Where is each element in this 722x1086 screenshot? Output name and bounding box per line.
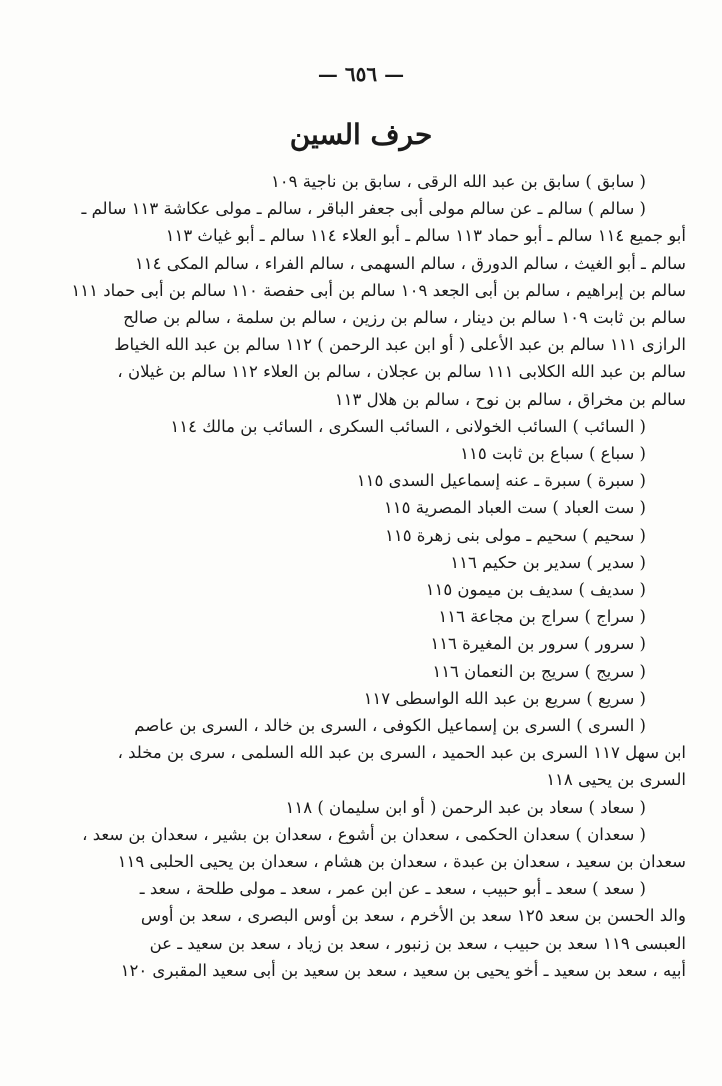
index-entry: [36, 467, 686, 494]
entry-line: ( سرور ) سرور بن المغيرة ١١٦: [430, 634, 646, 654]
entry-line: الرازى ١١١ سالم بن عبد الأعلى ( أو ابن عبد الرحمن ) ١١٢ سالم بن عبد الله الخياط: [114, 335, 686, 355]
entry-line: ( سريع ) سريع بن عبد الله الواسطى ١١٧: [363, 688, 646, 708]
index-entry: [36, 440, 686, 467]
entry-line: ( سالم ) سالم ـ عن سالم مولى أبى جعفر الباقر ، سالم ـ مولى عكاشة ١١٣ سالم ـ: [81, 199, 646, 219]
index-entry: [36, 712, 686, 794]
entry-line: ( سباع ) سباع بن ثابت ١١٥: [460, 444, 646, 464]
entry-line: ( سعد ) سعد ـ أبو حبيب ، سعد ـ عن ابن عمر ، سعد ـ مولى طلحة ، سعد ـ: [139, 879, 646, 899]
entry-line: ( سحيم ) سحيم ـ مولى بنى زهرة ١١٥: [384, 525, 646, 545]
index-entries: [36, 168, 686, 984]
entry-line: ( سابق ) سابق بن عبد الله الرقى ، سابق بن ناجية ١٠٩: [270, 172, 646, 191]
entry-line: العبسى ١١٩ سعد بن حبيب ، سعد بن زنبور ، سعد بن زياد ، سعد بن سعيد ـ عن: [149, 933, 686, 953]
entry-line: سالم بن ثابت ١٠٩ سالم بن دينار ، سالم بن رزين ، سالم بن سلمة ، سالم بن صالح: [123, 308, 686, 328]
index-entry: [36, 875, 686, 984]
page-number: — ٦٥٦ —: [317, 62, 405, 86]
index-entry: [36, 685, 686, 712]
index-entry: [36, 630, 686, 657]
entry-line: السرى بن يحيى ١١٨: [546, 770, 686, 790]
entry-line: ( سديف ) سديف بن ميمون ١١٥: [425, 580, 646, 600]
index-entry: [36, 576, 686, 603]
entry-line: سالم بن عبد الله الكلابى ١١١ سالم بن عجلان ، سالم بن العلاء ١١٢ سالم بن غيلان ،: [117, 362, 686, 382]
index-entry: [36, 603, 686, 630]
index-entry: [36, 549, 686, 576]
entry-line: ( ست العباد ) ست العباد المصرية ١١٥: [383, 498, 646, 518]
entry-line: سالم بن مخراق ، سالم بن نوح ، سالم بن هلال ١١٣: [334, 389, 686, 409]
entry-line: ( سراج ) سراج بن مجاعة ١١٦: [438, 607, 646, 627]
index-entry: [36, 821, 686, 875]
index-entry: [36, 522, 686, 549]
entry-line: ابن سهل ١١٧ السرى بن عبد الحميد ، السرى بن عبد الله السلمى ، سرى بن مخلد ،: [117, 743, 686, 763]
index-entry: [36, 413, 686, 440]
entry-line: ( سبرة ) سبرة ـ عنه إسماعيل السدى ١١٥: [356, 471, 646, 491]
entry-line: سعدان بن سعيد ، سعدان بن عبدة ، سعدان بن هشام ، سعدان بن يحيى الحلبى ١١٩: [117, 852, 686, 872]
entry-line: ( سدير ) سدير بن حكيم ١١٦: [450, 552, 646, 572]
entry-line: ( سعاد ) سعاد بن عبد الرحمن ( أو ابن سليمان ) ١١٨: [285, 797, 646, 817]
index-entry: [36, 658, 686, 685]
entry-line: ( السرى ) السرى بن إسماعيل الكوفى ، السرى بن خالد ، السرى بن عاصم: [134, 716, 646, 736]
entry-line: أبو جميع ١١٤ سالم ـ أبو حماد ١١٣ سالم ـ أبو العلاء ١١٤ سالم ـ أبو غياث ١١٣: [165, 226, 686, 246]
entry-line: سالم ـ أبو الغيث ، سالم الدورق ، سالم السهمى ، سالم الفراء ، سالم المكى ١١٤: [134, 253, 686, 273]
index-entry: [36, 794, 686, 821]
index-entry: [36, 168, 686, 195]
entry-line: سالم بن إبراهيم ، سالم بن أبى الجعد ١٠٩ سالم بن أبى حفصة ١١٠ سالم بن أبى حماد ١١١: [71, 280, 686, 300]
entry-line: ( سعدان ) سعدان الحكمى ، سعدان بن أشوع ، سعدان بن بشير ، سعدان بن سعد ،: [82, 824, 646, 844]
entry-line: أبيه ، سعد بن سعيد ـ أخو يحيى بن سعيد ، سعد بن سعيد بن أبى سعيد المقبرى ١٢٠: [120, 960, 686, 980]
index-entry: [36, 494, 686, 521]
entry-line: ( سريج ) سريج بن النعمان ١١٦: [432, 661, 646, 681]
entry-line: ( السائب ) السائب الخولانى ، السائب السكرى ، السائب بن مالك ١١٤: [170, 416, 646, 436]
section-heading: حرف السين: [289, 118, 433, 151]
entry-line: والد الحسن بن سعد ١٢٥ سعد بن الأخرم ، سعد بن أوس البصرى ، سعد بن أوس: [140, 906, 686, 926]
index-entry: [36, 195, 686, 413]
